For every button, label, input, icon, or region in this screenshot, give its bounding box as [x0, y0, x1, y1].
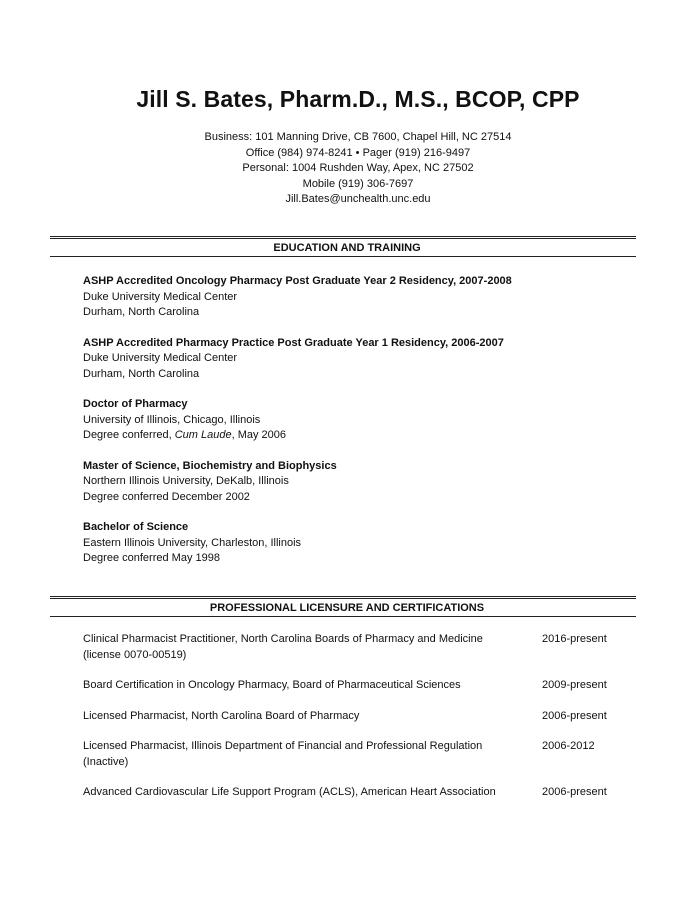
- licensure-item-description-wrap: [83, 632, 513, 663]
- licensure-item-dates: 2009-present: [542, 679, 607, 691]
- education-list: [83, 274, 603, 582]
- licensure-item-description: Board Certification in Oncology Pharmacy, Board of Pharmaceutical Sciences: [83, 679, 461, 691]
- business-address: Business: 101 Manning Drive, CB 7600, Chapel Hill, NC 27514: [204, 131, 512, 143]
- education-entry: [83, 274, 603, 321]
- education-entry-title: Doctor of Pharmacy: [83, 398, 188, 410]
- licensure-section-title: PROFESSIONAL LICENSURE AND CERTIFICATIONS: [209, 602, 485, 614]
- education-entry-degree: Degree conferred May 1998: [83, 552, 220, 564]
- education-entry: [83, 397, 603, 444]
- licensure-item-dates: 2006-2012: [542, 740, 595, 752]
- contact-block: [8, 130, 700, 208]
- licensure-item-description: Licensed Pharmacist, North Carolina Board of Pharmacy: [83, 709, 360, 722]
- education-entry: [83, 520, 603, 567]
- education-entry-location: Durham, North Carolina: [83, 367, 200, 380]
- education-entry-institution: Northern Illinois University, DeKalb, Illinois: [83, 475, 289, 487]
- education-entry-institution: Duke University Medical Center: [83, 290, 238, 303]
- education-entry-institution: University of Illinois, Chicago, Illinois: [83, 413, 261, 426]
- licensure-item-description-wrap: [83, 678, 513, 694]
- licensure-item: [83, 632, 623, 663]
- degree-prefix: Degree conferred,: [83, 429, 175, 441]
- education-entry-title: ASHP Accredited Oncology Pharmacy Post Graduate Year 2 Residency, 2007-2008: [83, 275, 512, 287]
- licensure-item-dates: 2006-present: [542, 786, 607, 798]
- education-entry: [83, 336, 603, 383]
- licensure-item-dates: 2016-present: [542, 633, 607, 645]
- licensure-item-description: Advanced Cardiovascular Life Support Program (ACLS), American Heart Association: [83, 786, 496, 798]
- licensure-item: [83, 739, 623, 770]
- education-entry-title: Master of Science, Biochemistry and Biophysics: [83, 459, 337, 472]
- person-name: Jill S. Bates, Pharm.D., M.S., BCOP, CPP: [136, 86, 580, 112]
- licensure-item-description-wrap: [83, 739, 513, 770]
- licensure-item: [83, 709, 623, 725]
- licensure-item-detail: (Inactive): [83, 755, 129, 768]
- licensure-item-description-wrap: [83, 709, 513, 725]
- education-section-title: EDUCATION AND TRAINING: [273, 242, 421, 254]
- education-entry-title: Bachelor of Science: [83, 521, 189, 533]
- licensure-list: [83, 632, 623, 816]
- licensure-item-description: Clinical Pharmacist Practitioner, North Carolina Boards of Pharmacy and Medicine: [83, 633, 483, 645]
- licensure-item: [83, 678, 623, 694]
- personal-address: Personal: 1004 Rushden Way, Apex, NC 27502: [242, 162, 474, 175]
- mobile-phone: Mobile (919) 306-7697: [302, 177, 414, 190]
- education-entry-institution: Eastern Illinois University, Charleston, Illinois: [83, 536, 302, 549]
- divider-bottom: [50, 256, 636, 257]
- licensure-item-dates: 2006-present: [542, 709, 607, 722]
- email-address: Jill.Bates@unchealth.unc.edu: [285, 193, 431, 206]
- divider-top: [50, 236, 636, 237]
- licensure-section-header: [50, 596, 636, 617]
- licensure-item: [83, 785, 623, 801]
- degree-honor: Cum Laude: [174, 429, 232, 441]
- divider-top: [50, 596, 636, 597]
- licensure-item-detail: (license 0070-00519): [83, 648, 187, 661]
- education-entry-degree: Degree conferred December 2002: [83, 490, 250, 503]
- education-entry-title: ASHP Accredited Pharmacy Practice Post Graduate Year 1 Residency, 2006-2007: [83, 336, 504, 349]
- education-entry: [83, 459, 603, 506]
- education-entry-location: Durham, North Carolina: [83, 306, 200, 318]
- licensure-item-description-wrap: [83, 785, 513, 801]
- office-pager-phones: Office (984) 974-8241 • Pager (919) 216-9497: [245, 146, 471, 159]
- education-entry-degree: [83, 428, 603, 444]
- education-entry-institution: Duke University Medical Center: [83, 352, 238, 364]
- education-section-header: [50, 236, 636, 257]
- licensure-item-description: Licensed Pharmacist, Illinois Department of Financial and Professional Regulation: [83, 740, 483, 752]
- degree-suffix: , May 2006: [231, 429, 287, 441]
- divider-bottom: [50, 616, 636, 617]
